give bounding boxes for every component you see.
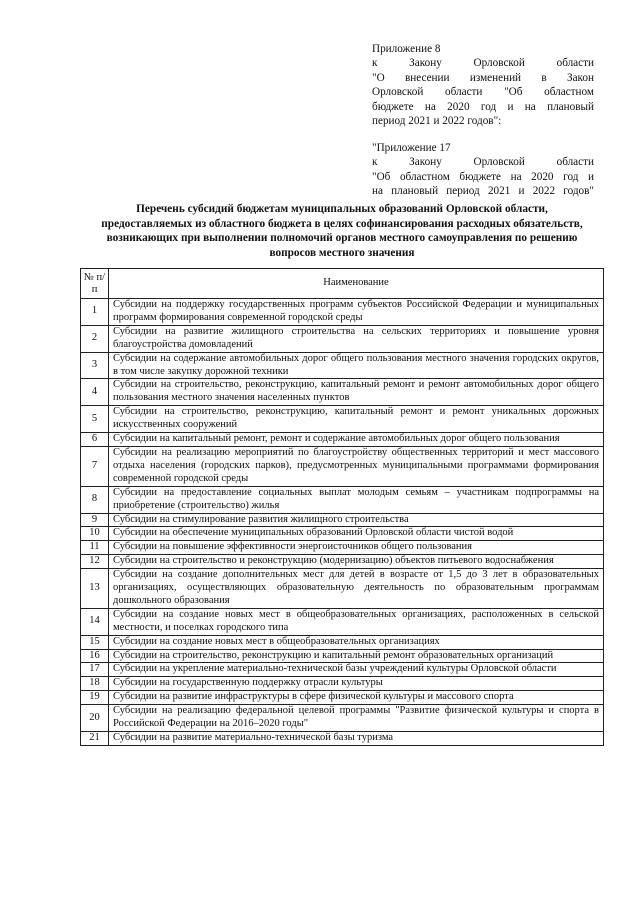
row-number: 10 [81, 527, 109, 541]
table-row [81, 677, 604, 691]
table-row [81, 541, 604, 555]
row-name: Субсидии на строительство, реконструкцию и капитальный ремонт образовательных организаций [109, 649, 604, 663]
row-name: Субсидии на содержание автомобильных дорог общего пользования местного значения городских округов, в том числе закупку дорожной техники [109, 352, 604, 379]
row-number: 15 [81, 635, 109, 649]
table-row [81, 406, 604, 433]
row-number: 5 [81, 406, 109, 433]
table-row [81, 649, 604, 663]
table-row [81, 299, 604, 326]
row-name: Субсидии на строительство, реконструкцию, капитальный ремонт и ремонт автомобильных дорог общего пользования местного значения населенных пунктов [109, 379, 604, 406]
appendix-17-line: "Об областном бюджете на 2020 год и [372, 170, 594, 183]
subsidies-table [80, 268, 604, 746]
row-name: Субсидии на создание новых мест в общеобразовательных организациях, расположенных в сельской местности, и поселках городского типа [109, 608, 604, 635]
appendix-17-line: к Закону Орловской области [372, 156, 594, 169]
row-name: Субсидии на развитие материально-технической базы туризма [109, 732, 604, 746]
appendix-8-line: Приложение 8 [372, 43, 441, 55]
row-name: Субсидии на развитие жилищного строительства на сельских территориях и повышение уровня благоустройства домовладений [109, 325, 604, 352]
table-row [81, 705, 604, 732]
appendix-8-header [372, 42, 594, 128]
row-name: Субсидии на создание дополнительных мест для детей в возрасте от 1,5 до 3 лет в образовательных организациях, осуществляющих образовательную деятельность по образовательным программам дошкольного образования [109, 569, 604, 609]
table-row [81, 555, 604, 569]
appendix-8-line: период 2021 и 2022 годов": [372, 115, 502, 128]
row-name: Субсидии на государственную поддержку отрасли культуры [109, 677, 604, 691]
row-name: Субсидии на строительство и реконструкцию (модернизацию) объектов питьевого водоснабжения [109, 555, 604, 569]
table-row [81, 325, 604, 352]
row-number: 4 [81, 379, 109, 406]
appendix-8-line: Орловской области "Об областном [372, 86, 594, 99]
row-number: 7 [81, 446, 109, 486]
row-number: 12 [81, 555, 109, 569]
table-row [81, 352, 604, 379]
row-number: 18 [81, 677, 109, 691]
row-number: 17 [81, 663, 109, 677]
appendix-8-line: к Закону Орловской области [372, 57, 594, 70]
row-name: Субсидии на реализацию федеральной целевой программы "Развитие физической культуры и спорта в Российской Федерации на 2016–2020 годы" [109, 705, 604, 732]
table-row [81, 732, 604, 746]
table-row [81, 446, 604, 486]
appendix-8-line: "О внесении изменений в Закон [372, 71, 594, 84]
row-number: 19 [81, 691, 109, 705]
table-row [81, 433, 604, 447]
row-number: 16 [81, 649, 109, 663]
appendix-17-header [372, 141, 594, 199]
row-name: Субсидии на поддержку государственных программ субъектов Российской Федерации и муниципальных программ формирования современной городской среды [109, 299, 604, 326]
table-row [81, 635, 604, 649]
table-row [81, 569, 604, 609]
row-number: 20 [81, 705, 109, 732]
row-number: 2 [81, 325, 109, 352]
row-name: Субсидии на укрепление материально-технической базы учреждений культуры Орловской области [109, 663, 604, 677]
row-number: 3 [81, 352, 109, 379]
row-number: 11 [81, 541, 109, 555]
row-name: Субсидии на реализацию мероприятий по благоустройству общественных территорий и мест массового отдыха населения (городских парков), предусмотренных муниципальными программами формирования современной городской среды [109, 446, 604, 486]
table-row [81, 663, 604, 677]
table-row [81, 513, 604, 527]
appendix-8-line: бюджете на 2020 год и на плановый [372, 100, 594, 113]
row-number: 21 [81, 732, 109, 746]
row-name: Субсидии на предоставление социальных выплат молодым семьям – участникам подпрограммы на приобретение (строительство) жилья [109, 486, 604, 513]
appendix-17-line: на плановый период 2021 и 2022 годов" [372, 185, 594, 198]
row-number: 14 [81, 608, 109, 635]
row-number: 6 [81, 433, 109, 447]
row-name: Субсидии на капитальный ремонт, ремонт и содержание автомобильных дорог общего пользования [109, 433, 604, 447]
column-header-name: Наименование [109, 269, 604, 299]
row-name: Субсидии на развитие инфраструктуры в сфере физической культуры и массового спорта [109, 691, 604, 705]
row-name: Субсидии на стимулирование развития жилищного строительства [109, 513, 604, 527]
table-row [81, 379, 604, 406]
row-name: Субсидии на повышение эффективности энергоисточников общего пользования [109, 541, 604, 555]
row-number: 1 [81, 299, 109, 326]
row-name: Субсидии на обеспечение муниципальных образований Орловской области чистой водой [109, 527, 604, 541]
row-number: 13 [81, 569, 109, 609]
column-header-number: № п/п [81, 269, 109, 299]
row-name: Субсидии на создание новых мест в общеобразовательных организациях [109, 635, 604, 649]
table-body [81, 299, 604, 746]
document-title: Перечень субсидий бюджетам муниципальных образований Орловской области, предоставляемых из областного бюджета в целях софинансирования расходных обязательств, возникающих при выполнении полномочий органов местного самоуправления по решению вопросов местного значения [101, 203, 583, 259]
row-name: Субсидии на строительство, реконструкцию, капитальный ремонт и ремонт уникальных дорожных искусственных сооружений [109, 406, 604, 433]
table-row [81, 527, 604, 541]
appendix-17-line: "Приложение 17 [372, 142, 451, 154]
table-header-row [81, 269, 604, 299]
row-number: 9 [81, 513, 109, 527]
table-row [81, 691, 604, 705]
row-number: 8 [81, 486, 109, 513]
table-row [81, 486, 604, 513]
table-row [81, 608, 604, 635]
